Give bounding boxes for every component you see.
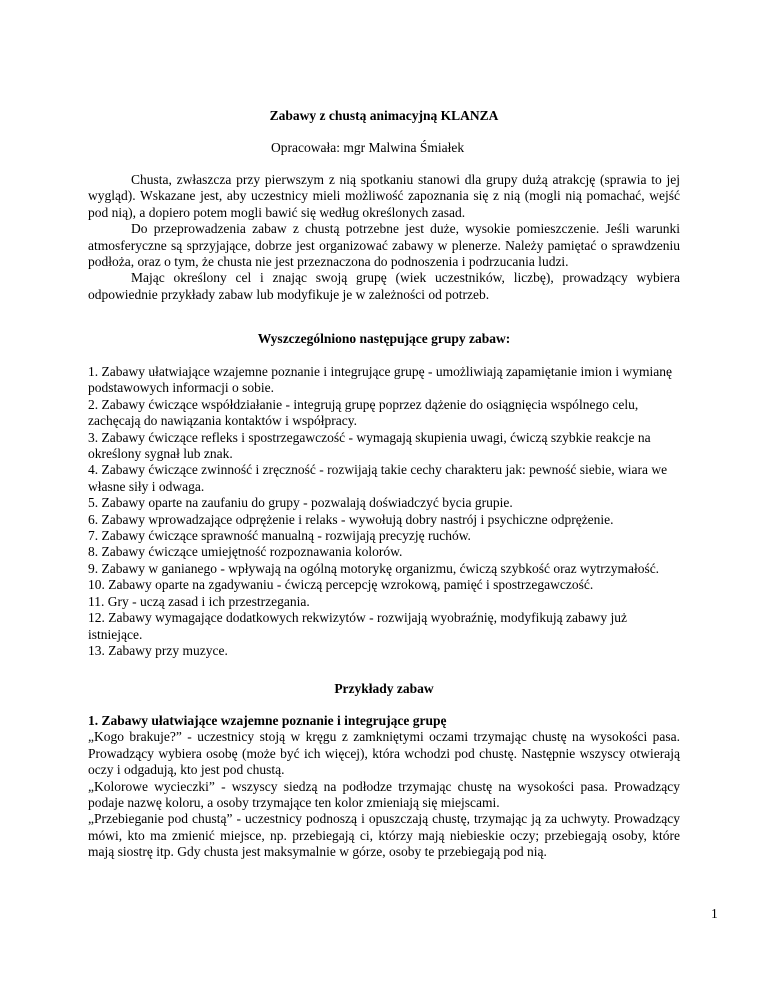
list-item: 10. Zabawy oparte na zgadywaniu - ćwiczą percepcję wzrokową, pamięć i spostrzegawczość. bbox=[88, 577, 594, 593]
list-item: 1. Zabawy ułatwiające wzajemne poznanie i integrujące grupę - umożliwiają zapamiętanie imion i wymianę podstawowych informacji o sobie. bbox=[88, 364, 673, 396]
list-item: 5. Zabawy oparte na zaufaniu do grupy - pozwalają doświadczyć bycia grupie. bbox=[88, 495, 513, 511]
section-paragraph: „Przebieganie pod chustą” - uczestnicy podnoszą i opuszczają chustę, trzymając ją za uchwyty. Prowadzący mówi, kto ma zmienić miejsce, np. przebiegają ci, którzy mają niebieskie oczy; przebiegają osoby, które mają siostrę itp. Gdy chusta jest maksymalnie w górze, osoby te przebiegają pod nią. bbox=[88, 811, 680, 860]
document-title: Zabawy z chustą animacyjną KLANZA bbox=[269, 108, 499, 123]
groups-heading: Wyszczególniono następujące grupy zabaw: bbox=[257, 331, 511, 346]
intro-paragraph: Chusta, zwłaszcza przy pierwszym z nią spotkaniu stanowi dla grupy dużą atrakcję (sprawia to jej wygląd). Wskazane jest, aby uczestnicy mieli możliwość zapoznania się z nią (mogli nią pomachać, wejść pod nią), a dopiero potem mogli bawić się według określonych zasad. bbox=[88, 172, 680, 220]
intro-paragraph: Do przeprowadzenia zabaw z chustą potrzebne jest duże, wysokie pomieszczenie. Jeśli warunki atmosferyczne są sprzyjające, dobrze jest organizować zabawy w plenerze. Należy pamiętać o sprawdzeniu podłoża, oraz o tym, że chusta nie jest przeznaczona do podnoszenia i podrzucania ludzi. bbox=[88, 221, 680, 270]
section-paragraph: „Kogo brakuje?” - uczestnicy stoją w kręgu z zamkniętymi oczami trzymając chustę na wysokości pasa. Prowadzący wybiera osobę (może być ich więcej), która wchodzi pod chustę. Następnie wszyscy otwierają oczy i odgadują, kto jest pod chustą. bbox=[88, 729, 680, 778]
author-line: Opracowała: mgr Malwina Śmiałek bbox=[271, 140, 465, 155]
list-item: 9. Zabawy w ganianego - wpływają na ogólną motorykę organizmu, ćwiczą szybkość oraz wytrzymałość. bbox=[88, 560, 660, 576]
list-item: 4. Zabawy ćwiczące zwinność i zręczność - rozwijają takie cechy charakteru jak: pewność siebie, wiara we własne siły i odwaga. bbox=[88, 462, 668, 494]
list-item: 11. Gry - uczą zasad i ich przestrzegania. bbox=[88, 593, 310, 609]
intro-paragraph: Mając określony cel i znając swoją grupę (wiek uczestników, liczbę), prowadzący wybiera odpowiednie przykłady zabaw lub modyfikuje je w zależności od potrzeb. bbox=[88, 270, 680, 302]
list-item: 2. Zabawy ćwiczące współdziałanie - integrują grupę poprzez dążenie do osiągnięcia wspólnego celu, zachęcają do nawiązania kontaktów i współpracy. bbox=[88, 396, 639, 429]
examples-heading: Przykłady zabaw bbox=[334, 681, 434, 696]
list-item: 3. Zabawy ćwiczące refleks i spostrzegawczość - wymagają skupienia uwagi, ćwiczą szybkie reakcje na określony sygnał lub znak. bbox=[88, 429, 651, 462]
list-item: 6. Zabawy wprowadzające odprężenie i relaks - wywołują dobry nastrój i psychiczne odprężenie. bbox=[88, 511, 614, 527]
groups-list bbox=[88, 364, 680, 659]
page-number: 1 bbox=[711, 906, 718, 921]
section-heading: 1. Zabawy ułatwiające wzajemne poznanie i integrujące grupę bbox=[88, 713, 447, 728]
list-item: 8. Zabawy ćwiczące umiejętność rozpoznawania kolorów. bbox=[88, 544, 403, 560]
list-item: 12. Zabawy wymagające dodatkowych rekwizytów - rozwijają wyobraźnię, modyfikują zabawy już istniejące. bbox=[88, 610, 628, 642]
list-item: 7. Zabawy ćwiczące sprawność manualną - rozwijają precyzję ruchów. bbox=[88, 528, 471, 544]
section-paragraph: „Kolorowe wycieczki” - wszyscy siedzą na podłodze trzymając chustę na wysokości pasa. Prowadzący podaje nazwę koloru, a osoby trzymające ten kolor zmieniają się miejscami. bbox=[88, 778, 680, 811]
intro bbox=[88, 172, 680, 303]
section-1 bbox=[88, 713, 680, 861]
list-item: 13. Zabawy przy muzyce. bbox=[88, 642, 228, 658]
